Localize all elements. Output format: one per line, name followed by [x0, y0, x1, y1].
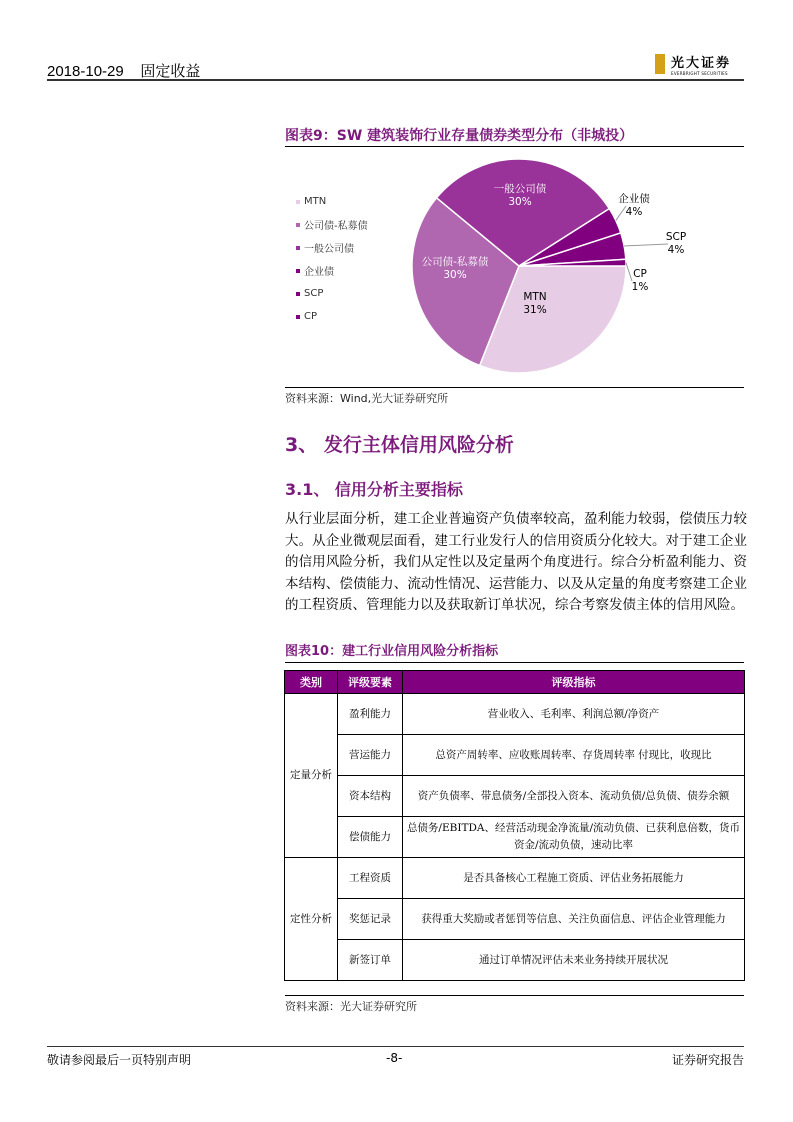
- figure10-title: 图表10：建工行业信用风险分析指标: [285, 644, 499, 659]
- indicator-cell: 是否具备核心工程施工资质、评估业务拓展能力: [403, 858, 745, 899]
- indicator-table: [284, 670, 745, 981]
- category-cell: 定性分析: [285, 858, 338, 981]
- slice-percent: 30%: [508, 196, 532, 208]
- figure9-title: 图表9：SW 建筑装饰行业存量债券类型分布（非城投）: [285, 128, 634, 144]
- category-cell: 定量分析: [285, 694, 338, 858]
- indicator-cell: 总资产周转率、应收账周转率、存货周转率 付现比，收现比: [403, 735, 745, 776]
- slice-label: CP: [633, 268, 647, 280]
- table-row: [285, 694, 745, 735]
- slice-percent: 30%: [443, 269, 467, 281]
- factor-cell: 营运能力: [338, 735, 403, 776]
- indicator-cell: 营业收入、毛利率、利润总额/净资产: [403, 694, 745, 735]
- slice-percent: 4%: [667, 244, 685, 256]
- table-row: [285, 899, 745, 940]
- legend-label: SCP: [304, 288, 324, 299]
- th: 评级指标: [403, 671, 745, 694]
- legend-label: MTN: [304, 196, 327, 207]
- indicator-cell: 资产负债率、带息债务/全部投入资本、流动负债/总负债、债券余额: [403, 776, 745, 817]
- indicator-cell: 获得重大奖励或者惩罚等信息、关注负面信息、评估企业管理能力: [403, 899, 745, 940]
- slice-label: SCP: [665, 231, 687, 243]
- factor-cell: 盈利能力: [338, 694, 403, 735]
- leader-line: [626, 263, 632, 281]
- logo: 光大证券 EVERBRIGHT SECURITIES: [655, 52, 731, 76]
- th: 评级要素: [338, 671, 403, 694]
- table-row: [285, 858, 745, 899]
- subsection-title: 3.1、 信用分析主要指标: [285, 480, 463, 499]
- divider: [285, 995, 744, 996]
- factor-cell: 新签订单: [338, 940, 403, 981]
- divider: [285, 387, 744, 388]
- th: 类别: [285, 671, 338, 694]
- footer-disclaimer: 敬请参阅最后一页特别声明: [47, 1053, 192, 1067]
- legend-label: 企业债: [304, 267, 334, 278]
- table-row: [285, 940, 745, 981]
- slice-label: 一般公司债: [493, 183, 547, 195]
- table-row: [285, 817, 745, 858]
- legend-label: 公司债-私募债: [304, 221, 368, 232]
- slice-label: 企业债: [618, 193, 650, 205]
- divider: [285, 662, 744, 663]
- factor-cell: 资本结构: [338, 776, 403, 817]
- header-date: 2018-10-29 固定收益: [47, 63, 201, 80]
- table-row: [285, 776, 745, 817]
- pie-chart: [0, 0, 793, 400]
- indicator-cell: 通过订单情况评估未来业务持续开展状况: [403, 940, 745, 981]
- leader-line: [624, 244, 668, 246]
- footer-report-type: 证券研究报告: [672, 1053, 745, 1067]
- figure9-source: 资料来源：Wind,光大证券研究所: [285, 392, 449, 405]
- legend-label: 一般公司债: [304, 244, 354, 255]
- body-paragraph: 从行业层面分析，建工企业普遍资产负债率较高，盈利能力较弱，偿债压力较大。从企业微观层面看，建工行业发行人的信用资质分化较大。对于建工企业的信用风险分析，我们从定性以及定量两个角度进行。综合分析盈利能力、资本结构、偿债能力、流动性情况、运营能力、以及从定量的角度考察建工企业的工程资质、管理能力以及获取新订单状况，综合考察发债主体的信用风险。: [285, 511, 747, 613]
- page-number: -8-: [386, 1051, 403, 1065]
- factor-cell: 工程资质: [338, 858, 403, 899]
- footer-divider: [47, 1046, 744, 1047]
- slice-percent: 31%: [523, 304, 547, 316]
- legend-label: CP: [304, 311, 318, 322]
- slice-percent: 1%: [631, 281, 649, 293]
- indicator-cell: 总债务/EBITDA、经营活动现金净流量/流动负债、已获利息倍数，货币资金/流动负债，速动比率: [403, 817, 745, 858]
- figure10-source: 资料来源：光大证券研究所: [285, 1000, 417, 1013]
- slice-percent: 4%: [625, 206, 643, 218]
- leader-line: [616, 206, 626, 220]
- section-title: 3、 发行主体信用风险分析: [285, 434, 514, 456]
- factor-cell: 奖惩记录: [338, 899, 403, 940]
- factor-cell: 偿债能力: [338, 817, 403, 858]
- slice-label: 公司债-私募债: [421, 256, 489, 268]
- slice-label: MTN: [523, 291, 547, 303]
- table-row: [285, 735, 745, 776]
